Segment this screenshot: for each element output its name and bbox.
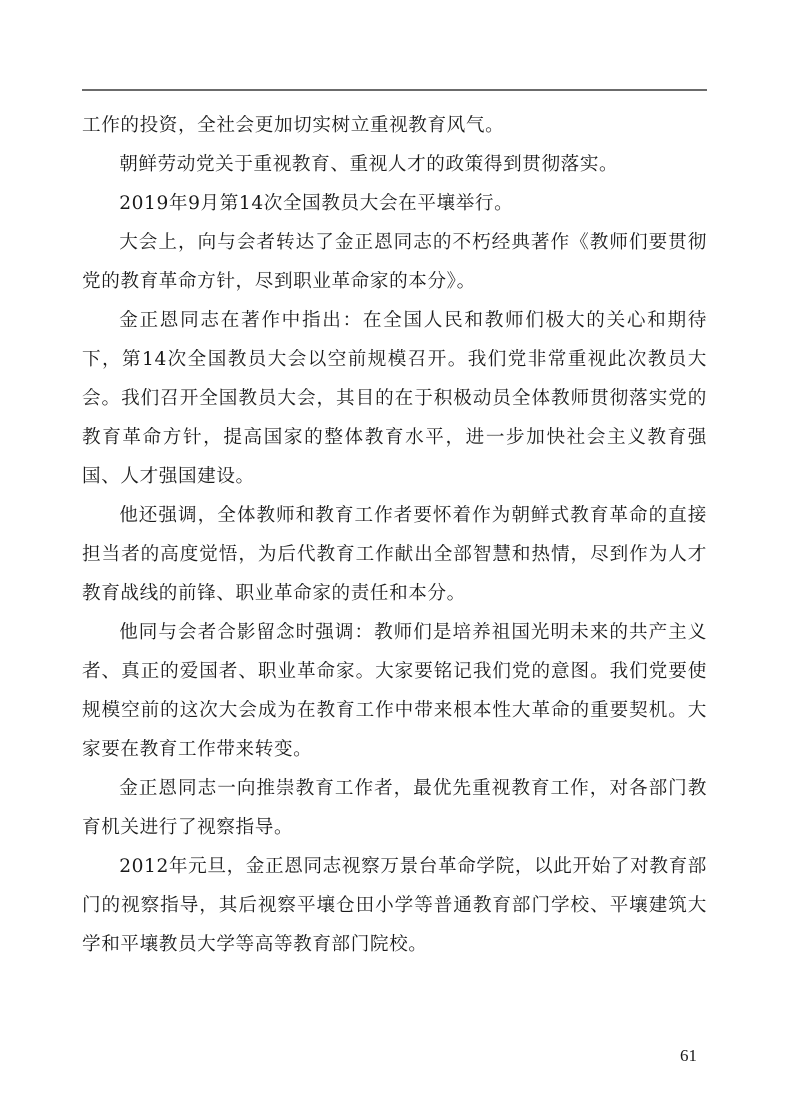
page-number: 61 — [680, 1046, 697, 1065]
paragraph: 2019年9月第14次全国教员大会在平壤举行。 — [119, 193, 514, 214]
paragraph: 金正恩同志在著作中指出：在全国人民和教师们极大的关心和期待下，第14次全国教员大会以空前规模召开。我们党非常重视此次教员大会。我们召开全国教员大会，其目的在于积极动员全体教师贯彻落实党的教育革命方针，提高国家的整体教育水平，进一步加快社会主义教育强国、人才强国建设。 — [82, 310, 707, 487]
paragraph: 他还强调，全体教师和教育工作者要怀着作为朝鲜式教育革命的直接担当者的高度觉悟，为后代教育工作献出全部智慧和热情，尽到作为人才教育战线的前锋、职业革命家的责任和本分。 — [82, 505, 707, 604]
paragraph: 朝鲜劳动党关于重视教育、重视人才的政策得到贯彻落实。 — [119, 154, 619, 175]
paragraph: 金正恩同志一向推崇教育工作者，最优先重视教育工作，对各部门教育机关进行了视察指导。 — [82, 778, 707, 838]
body-text — [82, 106, 707, 964]
paragraph-continued: 工作的投资，全社会更加切实树立重视教育风气。 — [82, 115, 505, 136]
header-rule — [82, 89, 707, 91]
paragraph: 他同与会者合影留念时强调：教师们是培养祖国光明未来的共产主义者、真正的爱国者、职业革命家。大家要铭记我们党的意图。我们党要使规模空前的这次大会成为在教育工作中带来根本性大革命的重要契机。大家要在教育工作带来转变。 — [82, 622, 707, 760]
paragraph: 大会上，向与会者转达了金正恩同志的不朽经典著作《教师们要贯彻党的教育革命方针，尽到职业革命家的本分》。 — [82, 232, 707, 292]
paragraph: 2012年元旦，金正恩同志视察万景台革命学院，以此开始了对教育部门的视察指导，其后视察平壤仓田小学等普通教育部门学校、平壤建筑大学和平壤教员大学等高等教育部门院校。 — [82, 856, 707, 955]
